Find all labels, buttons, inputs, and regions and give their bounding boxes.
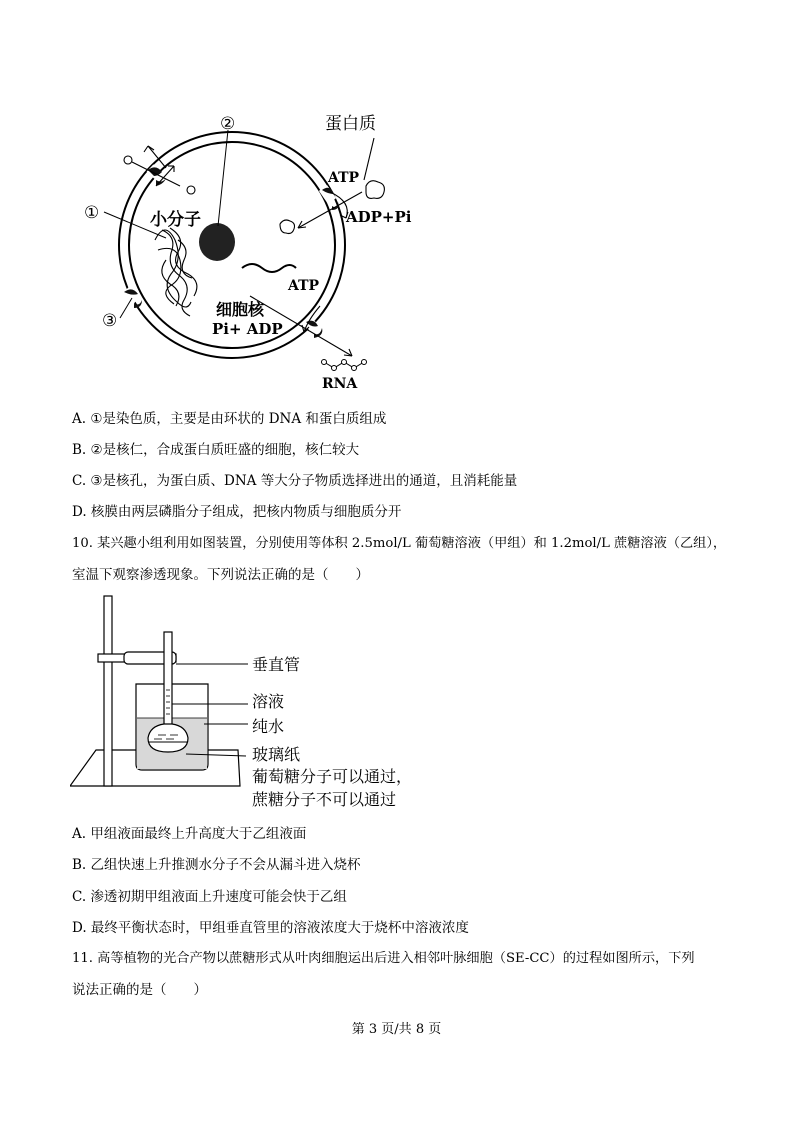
q9-option-c: C. ③是核孔，为蛋白质、DNA 等大分子物质选择进出的通道，且消耗能量 <box>72 473 518 489</box>
pi-adp-label: Pi+ ADP <box>212 320 283 338</box>
q11-stem-line2: 说法正确的是（ ） <box>72 982 207 998</box>
q10-option-a: A. 甲组液面最终上升高度大于乙组液面 <box>72 826 307 842</box>
nucleus-label: 细胞核 <box>216 300 265 319</box>
solution-label: 溶液 <box>252 692 285 711</box>
q11-stem-line1: 11. 高等植物的光合产物以蔗糖形式从叶肉细胞运出后进入相邻叶脉细胞（SE-CC）的过程如图所示，下列 <box>72 951 695 966</box>
page-footer: 第 3 页/共 8 页 <box>351 1022 442 1037</box>
q9-option-d: D. 核膜由两层磷脂分子组成，把核内物质与细胞质分开 <box>72 504 402 520</box>
label-circle-1: ① <box>84 203 100 223</box>
protein-label: 蛋白质 <box>325 114 376 134</box>
nucleus-diagram <box>70 100 450 395</box>
q10-stem-line2: 室温下观察渗透现象。下列说法正确的是（ ） <box>72 567 369 583</box>
adp-pi-label: ADP+Pi <box>346 208 412 226</box>
cellophane-label: 玻璃纸 <box>252 745 301 764</box>
pure-water-label: 纯水 <box>252 717 285 736</box>
rna-label: RNA <box>322 376 358 392</box>
q10-option-b: B. 乙组快速上升推测水分子不会从漏斗进入烧杯 <box>72 857 361 873</box>
q10-option-c: C. 渗透初期甲组液面上升速度可能会快于乙组 <box>72 889 347 905</box>
q10-option-d: D. 最终平衡状态时，甲组垂直管里的溶液浓度大于烧杯中溶液浓度 <box>72 920 469 936</box>
atp-top-label: ATP <box>328 170 360 186</box>
sucrose-no-pass-label: 蔗糖分子不可以通过 <box>252 790 397 809</box>
small-molecule-label: 小分子 <box>150 210 201 230</box>
glucose-pass-label: 葡萄糖分子可以通过， <box>252 767 413 786</box>
osmosis-apparatus-diagram <box>70 592 470 814</box>
q9-option-a: A. ①是染色质，主要是由环状的 DNA 和蛋白质组成 <box>72 411 387 427</box>
q10-stem-line1: 10. 某兴趣小组利用如图装置，分别使用等体积 2.5mol/L 葡萄糖溶液（甲组）和 1.2mol/L 蔗糖溶液（乙组）， <box>72 536 727 551</box>
q9-option-b: B. ②是核仁，合成蛋白质旺盛的细胞，核仁较大 <box>72 442 360 458</box>
label-circle-3: ③ <box>102 311 118 331</box>
label-circle-2: ② <box>220 114 236 134</box>
vertical-tube-label: 垂直管 <box>252 655 301 674</box>
atp-bottom-label: ATP <box>288 278 320 294</box>
